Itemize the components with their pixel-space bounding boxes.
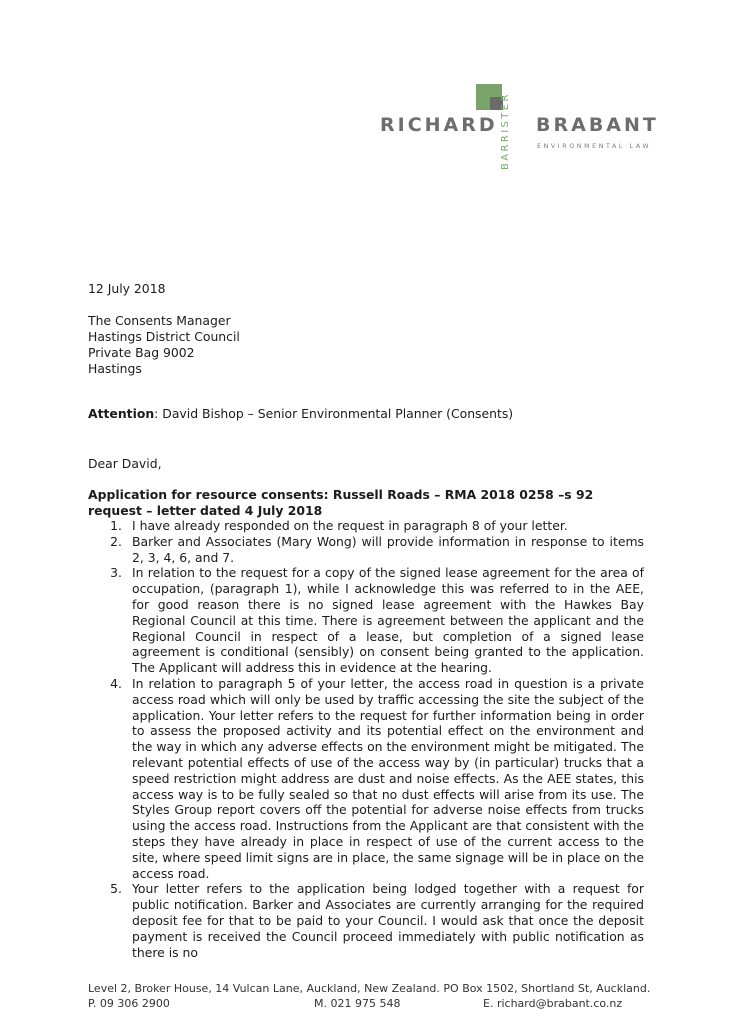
- item-text: In relation to the request for a copy of the signed lease agreement for the area of occupation, (paragraph 1), while I acknowledge this was referred to in the AEE, for good reason there is no signed lease agreement with the Hawkes Bay Regional Council at this time. There is agreement between the applicant and the Regional Council in respect of a lease, but completion of a signed lease agreement is conditional (sensibly) on consent being granted to the application. The Applicant will address this in evidence at the hearing.: [132, 565, 644, 676]
- footer-mobile: M. 021 975 548: [314, 997, 401, 1010]
- item-number: 2.: [110, 533, 122, 549]
- address-line: Hastings District Council: [88, 329, 240, 344]
- item-number: 4.: [110, 675, 122, 691]
- item-text: Your letter refers to the application being lodged together with a request for public notification. Barker and Associates are currently arranging for the required deposit fee for that to be paid to your Council. I would ask that once the deposit payment is received the Council proceed immediately with public notification as there is no: [132, 881, 644, 960]
- attention-line: [88, 406, 648, 422]
- item-number: 1.: [110, 518, 122, 533]
- greeting: Dear David,: [88, 456, 162, 471]
- footer-email: E. richard@brabant.co.nz: [483, 997, 623, 1010]
- address-line: Hastings: [88, 361, 142, 376]
- item-text: Barker and Associates (Mary Wong) will provide information in response to items 2, 3, 4, 6, and 7.: [132, 533, 644, 565]
- list-item: [88, 881, 644, 960]
- list-item: [88, 518, 644, 534]
- footer-address: Level 2, Broker House, 14 Vulcan Lane, Auckland, New Zealand. PO Box 1502, Shortland St, Auckland.: [88, 982, 651, 995]
- logo-tagline: ENVIRONMENTAL LAW: [537, 143, 652, 150]
- address-line: Private Bag 9002: [88, 345, 195, 360]
- list-item: [88, 676, 644, 881]
- list-item: [88, 534, 644, 566]
- item-number: 3.: [110, 565, 122, 581]
- letter-date: 12 July 2018: [88, 281, 166, 296]
- attention-label: Attention: [88, 406, 155, 421]
- attention-text: : David Bishop – Senior Environmental Planner (Consents): [154, 406, 514, 421]
- letterhead-logo: [380, 84, 680, 174]
- address-line: The Consents Manager: [88, 313, 231, 328]
- recipient-address: [88, 313, 648, 377]
- item-text: I have already responded on the request in paragraph 8 of your letter.: [132, 518, 568, 533]
- item-text: In relation to paragraph 5 of your letter, the access road in question is a private access road which will only be used by traffic accessing the site the subject of the application. Your letter refers to the request for further information being in order to assess the proposed activity and its potential effect on the environment and the way in which any adverse effects on the environment might be mitigated. The relevant potential effects of use of the access way by (in particular) trucks that a speed restriction might address are dust and noise effects. As the AEE states, this access way is to be fully sealed so that no dust effects will arise from its use. The Styles Group report covers off the potential for adverse noise effects from trucks using the access road. Instructions from the Applicant are that consistent with the steps they have already in place in respect of use of the current access to the site, where speed limit signs are in place, the same signage will be in place on the access road.: [132, 675, 644, 881]
- numbered-items: [88, 518, 644, 960]
- footer-phone: P. 09 306 2900: [88, 997, 170, 1010]
- list-item: [88, 565, 644, 676]
- logo-first-name: RICHARD: [380, 114, 498, 136]
- logo-title: BARRISTER: [500, 92, 511, 170]
- item-number: 5.: [110, 881, 122, 897]
- subject-heading: Application for resource consents: Russell Roads – RMA 2018 0258 –s 92 request – letter dated 4 July 2018: [88, 487, 594, 518]
- logo-last-name: BRABANT: [536, 114, 659, 136]
